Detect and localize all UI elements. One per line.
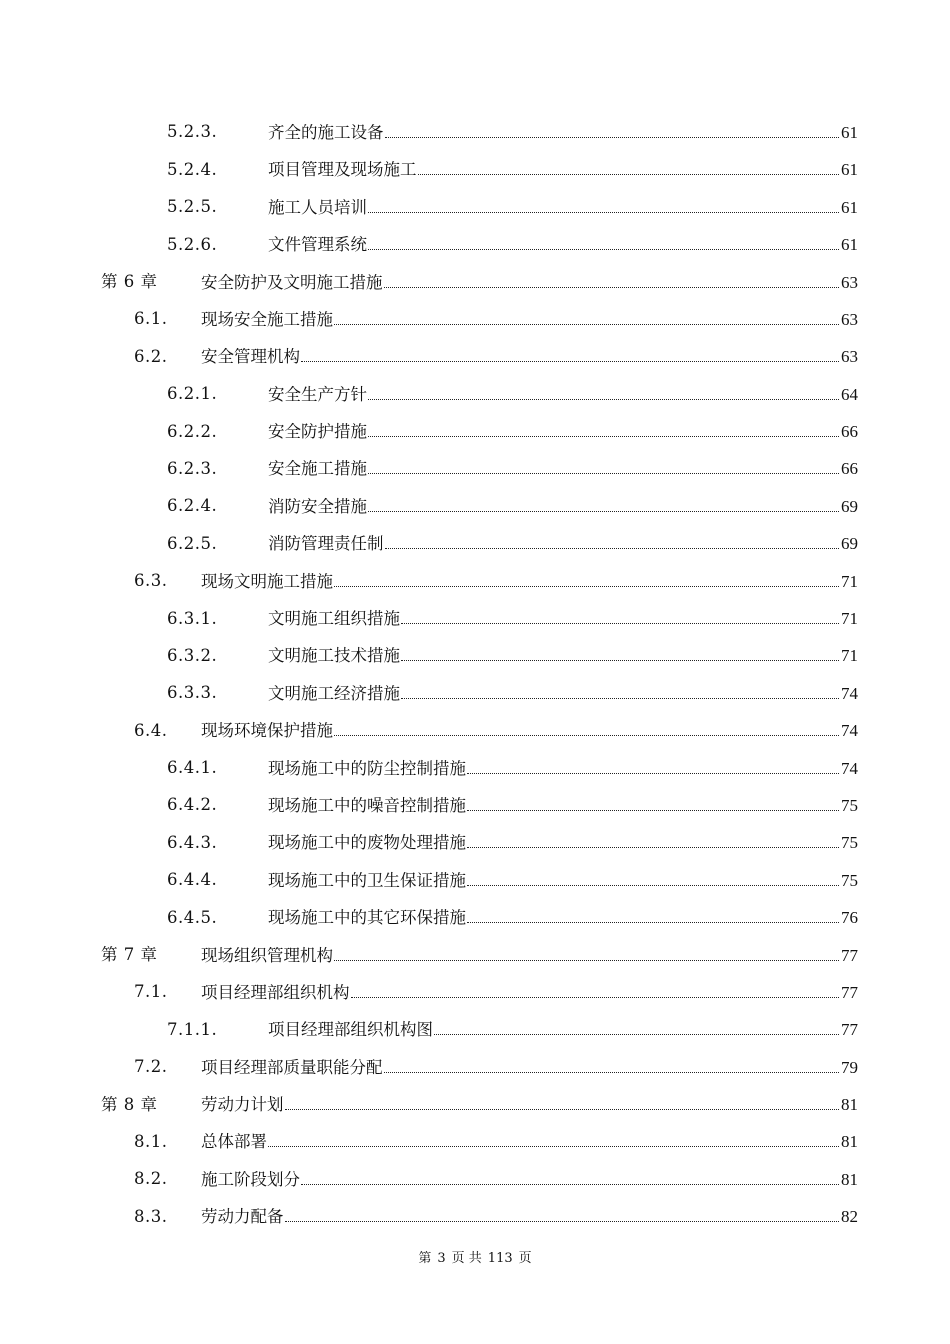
toc-entry-title: 现场施工中的废物处理措施 xyxy=(268,833,466,853)
toc-entry-title: 项目管理及现场施工 xyxy=(268,160,417,180)
toc-entry-title: 劳动力计划 xyxy=(201,1095,284,1115)
toc-entry-page-number: 75 xyxy=(841,870,858,890)
toc-entry-number: 6.2.3. xyxy=(167,458,218,478)
toc-dot-leader xyxy=(467,847,839,848)
toc-entry-title-line xyxy=(201,984,858,1002)
toc-dot-leader xyxy=(334,586,839,587)
toc-entry-number: 5.2.3. xyxy=(167,122,218,142)
toc-entry-number: 6.4.1. xyxy=(167,758,218,778)
toc-entry[interactable] xyxy=(0,151,950,188)
toc-entry[interactable] xyxy=(0,525,950,562)
toc-dot-leader xyxy=(368,473,839,474)
toc-entry-page-number: 75 xyxy=(841,833,858,853)
toc-entry-title: 消防管理责任制 xyxy=(268,534,384,554)
toc-entry-number: 6.2.2. xyxy=(167,421,218,441)
toc-entry-title-line xyxy=(268,610,858,628)
toc-entry-page-number: 61 xyxy=(841,197,858,217)
toc-entry-title: 现场文明施工措施 xyxy=(201,571,333,591)
toc-entry-title-line xyxy=(268,161,858,179)
toc-entry-title: 项目经理部质量职能分配 xyxy=(201,1057,383,1077)
toc-entry[interactable] xyxy=(0,301,950,338)
toc-entry-title-line xyxy=(201,1171,858,1189)
toc-entry-number: 6.3.3. xyxy=(167,683,218,703)
toc-entry-title-line xyxy=(268,386,858,404)
toc-entry-title-line xyxy=(268,834,858,852)
toc-dot-leader xyxy=(334,960,839,961)
toc-entry-page-number: 63 xyxy=(841,272,858,292)
toc-entry-title: 文件管理系统 xyxy=(268,235,367,255)
toc-dot-leader xyxy=(301,1184,839,1185)
toc-entry-title-line xyxy=(201,1208,858,1226)
toc-entry-number: 第 8 章 xyxy=(101,1094,158,1114)
toc-entry-title: 安全管理机构 xyxy=(201,347,300,367)
toc-entry[interactable] xyxy=(0,1049,950,1086)
toc-entry[interactable] xyxy=(0,1124,950,1161)
toc-entry-number: 6.2.5. xyxy=(167,533,218,553)
toc-entry[interactable] xyxy=(0,750,950,787)
toc-entry-number: 7.1.1. xyxy=(167,1019,218,1039)
toc-entry[interactable] xyxy=(0,712,950,749)
toc-entry-title-line xyxy=(268,460,858,478)
toc-entry-page-number: 69 xyxy=(841,496,858,516)
toc-entry[interactable] xyxy=(0,1086,950,1123)
toc-entry-number: 7.1. xyxy=(134,982,168,1002)
toc-entry-number: 6.4.3. xyxy=(167,832,218,852)
toc-entry[interactable] xyxy=(0,451,950,488)
toc-dot-leader xyxy=(301,361,839,362)
toc-entry-title-line xyxy=(268,685,858,703)
toc-entry-page-number: 61 xyxy=(841,160,858,180)
toc-entry-number: 6.4.5. xyxy=(167,907,218,927)
toc-entry-title: 现场施工中的噪音控制措施 xyxy=(268,795,466,815)
toc-dot-leader xyxy=(351,997,840,998)
toc-entry-title-line xyxy=(201,1133,858,1151)
toc-entry-title: 消防安全措施 xyxy=(268,496,367,516)
toc-entry-title: 安全生产方针 xyxy=(268,384,367,404)
toc-dot-leader xyxy=(401,660,839,661)
toc-dot-leader xyxy=(285,1109,840,1110)
toc-entry-number: 6.4. xyxy=(134,720,168,740)
toc-entry-title-line xyxy=(201,311,858,329)
toc-entry-title-line xyxy=(201,573,858,591)
toc-entry[interactable] xyxy=(0,600,950,637)
toc-entry-title: 施工阶段划分 xyxy=(201,1169,300,1189)
toc-entry-page-number: 75 xyxy=(841,795,858,815)
toc-entry-number: 第 6 章 xyxy=(101,272,158,291)
toc-dot-leader xyxy=(418,174,840,175)
toc-entry[interactable] xyxy=(0,264,950,301)
toc-entry[interactable] xyxy=(0,937,950,974)
toc-entry-title-line xyxy=(268,423,858,441)
toc-entry-title-line xyxy=(268,909,858,927)
toc-entry-page-number: 71 xyxy=(841,646,858,666)
toc-entry-title-line xyxy=(268,797,858,815)
toc-dot-leader xyxy=(401,623,839,624)
toc-dot-leader xyxy=(385,137,840,138)
toc-entry-page-number: 81 xyxy=(841,1169,858,1189)
toc-entry-title-line xyxy=(201,947,858,965)
toc-dot-leader xyxy=(384,287,840,288)
toc-entry-number: 6.1. xyxy=(134,309,168,329)
page-footer xyxy=(0,1247,950,1266)
toc-entry-number: 8.1. xyxy=(134,1131,168,1151)
toc-dot-leader xyxy=(334,735,839,736)
toc-dot-leader xyxy=(467,922,839,923)
toc-entry-title-line xyxy=(201,722,858,740)
toc-entry-title: 现场组织管理机构 xyxy=(201,945,333,965)
toc-entry-title-line xyxy=(268,199,858,217)
toc-entry-page-number: 61 xyxy=(841,122,858,142)
toc-entry-title-line xyxy=(268,1021,858,1039)
toc-dot-leader xyxy=(401,698,839,699)
toc-entry-title-line xyxy=(268,498,858,516)
toc-entry-page-number: 74 xyxy=(841,683,858,703)
toc-entry-page-number: 66 xyxy=(841,422,858,442)
toc-entry[interactable] xyxy=(0,675,950,712)
toc-entry-title: 文明施工组织措施 xyxy=(268,609,400,629)
toc-entry-title: 现场施工中的防尘控制措施 xyxy=(268,758,466,778)
toc-entry-number: 第 7 章 xyxy=(101,945,158,965)
toc-entry-number: 6.4.2. xyxy=(167,795,218,815)
toc-entry-title-line xyxy=(268,124,858,142)
toc-entry-title: 现场施工中的卫生保证措施 xyxy=(268,870,466,890)
toc-entry-page-number: 69 xyxy=(841,534,858,554)
toc-entry-title: 现场施工中的其它环保措施 xyxy=(268,908,466,928)
toc-dot-leader xyxy=(368,436,839,437)
toc-dot-leader xyxy=(368,511,839,512)
toc-entry-title-line xyxy=(201,1096,858,1114)
toc-entry-number: 6.2. xyxy=(134,346,168,366)
toc-entry[interactable] xyxy=(0,1011,950,1048)
toc-entry-number: 5.2.5. xyxy=(167,197,218,217)
toc-entry-title: 齐全的施工设备 xyxy=(268,122,384,142)
toc-dot-leader xyxy=(268,1146,839,1147)
toc-entry-title-line xyxy=(201,348,858,366)
toc-entry-page-number: 66 xyxy=(841,459,858,479)
toc-entry-title: 劳动力配备 xyxy=(201,1207,284,1227)
footer-total-pages: 113 xyxy=(487,1251,513,1266)
toc-dot-leader xyxy=(368,249,839,250)
toc-entry-page-number: 71 xyxy=(841,609,858,629)
toc-entry[interactable] xyxy=(0,338,950,375)
toc-entry-title-line xyxy=(268,872,858,890)
toc-entry-title: 现场安全施工措施 xyxy=(201,309,333,329)
toc-entry-number: 5.2.6. xyxy=(167,234,218,254)
toc-dot-leader xyxy=(368,212,839,213)
toc-entry-page-number: 79 xyxy=(841,1057,858,1077)
toc-entry-title: 安全施工措施 xyxy=(268,459,367,479)
toc-entry-page-number: 63 xyxy=(841,347,858,367)
toc-entry-title: 施工人员培训 xyxy=(268,197,367,217)
toc-entry-title-line xyxy=(201,1059,858,1077)
toc-entry-page-number: 74 xyxy=(841,721,858,741)
toc-entry-page-number: 81 xyxy=(841,1132,858,1152)
toc-entry-title: 项目经理部组织机构图 xyxy=(268,1020,433,1040)
toc-entry-page-number: 77 xyxy=(841,1020,858,1040)
toc-entry[interactable] xyxy=(0,189,950,226)
toc-entry[interactable] xyxy=(0,824,950,861)
toc-entry-title: 总体部署 xyxy=(201,1132,267,1152)
toc-entry-number: 6.4.4. xyxy=(167,870,218,890)
toc-entry-title: 安全防护及文明施工措施 xyxy=(201,272,383,292)
toc-entry-title-line xyxy=(268,647,858,665)
table-of-contents xyxy=(0,114,950,1236)
footer-suffix: 页 xyxy=(518,1251,532,1266)
toc-dot-leader xyxy=(434,1034,839,1035)
toc-entry-page-number: 77 xyxy=(841,982,858,1002)
toc-entry[interactable] xyxy=(0,376,950,413)
toc-entry-page-number: 76 xyxy=(841,908,858,928)
toc-entry-page-number: 81 xyxy=(841,1095,858,1115)
footer-prefix: 第 xyxy=(418,1251,432,1266)
toc-entry-page-number: 63 xyxy=(841,309,858,329)
footer-current-page: 3 xyxy=(437,1251,446,1266)
toc-dot-leader xyxy=(384,1072,840,1073)
toc-entry-title-line xyxy=(268,535,858,553)
footer-middle: 页 共 xyxy=(451,1251,482,1266)
toc-entry-page-number: 61 xyxy=(841,235,858,255)
toc-entry-number: 6.2.1. xyxy=(167,384,218,404)
toc-entry-number: 5.2.4. xyxy=(167,159,218,179)
toc-entry[interactable] xyxy=(0,1198,950,1235)
toc-entry-title: 安全防护措施 xyxy=(268,422,367,442)
toc-entry-title-line xyxy=(268,760,858,778)
toc-entry-title-line xyxy=(268,236,858,254)
toc-entry[interactable] xyxy=(0,488,950,525)
toc-dot-leader xyxy=(334,324,839,325)
toc-entry-title: 现场环境保护措施 xyxy=(201,721,333,741)
toc-entry[interactable] xyxy=(0,787,950,824)
toc-dot-leader xyxy=(385,548,840,549)
toc-entry-number: 8.2. xyxy=(134,1169,168,1189)
toc-dot-leader xyxy=(368,399,839,400)
toc-entry-number: 6.2.4. xyxy=(167,496,218,516)
toc-entry[interactable] xyxy=(0,899,950,936)
toc-entry-number: 7.2. xyxy=(134,1057,168,1077)
toc-entry[interactable] xyxy=(0,226,950,263)
toc-entry-page-number: 64 xyxy=(841,384,858,404)
toc-entry-page-number: 71 xyxy=(841,571,858,591)
toc-entry-number: 6.3.2. xyxy=(167,645,218,665)
toc-entry-number: 6.3.1. xyxy=(167,608,218,628)
toc-entry[interactable] xyxy=(0,974,950,1011)
toc-entry[interactable] xyxy=(0,637,950,674)
toc-entry-page-number: 74 xyxy=(841,758,858,778)
toc-entry-title: 文明施工技术措施 xyxy=(268,646,400,666)
toc-entry[interactable] xyxy=(0,413,950,450)
toc-entry[interactable] xyxy=(0,114,950,151)
toc-entry[interactable] xyxy=(0,1161,950,1198)
toc-entry[interactable] xyxy=(0,862,950,899)
toc-dot-leader xyxy=(467,810,839,811)
toc-entry[interactable] xyxy=(0,563,950,600)
toc-dot-leader xyxy=(285,1221,840,1222)
toc-dot-leader xyxy=(467,773,839,774)
toc-entry-number: 6.3. xyxy=(134,571,168,591)
toc-entry-page-number: 77 xyxy=(841,945,858,965)
toc-entry-page-number: 82 xyxy=(841,1207,858,1227)
toc-dot-leader xyxy=(467,885,839,886)
toc-entry-title: 项目经理部组织机构 xyxy=(201,982,350,1002)
toc-entry-title-line xyxy=(201,274,858,292)
toc-entry-title: 文明施工经济措施 xyxy=(268,683,400,703)
toc-entry-number: 8.3. xyxy=(134,1206,168,1226)
